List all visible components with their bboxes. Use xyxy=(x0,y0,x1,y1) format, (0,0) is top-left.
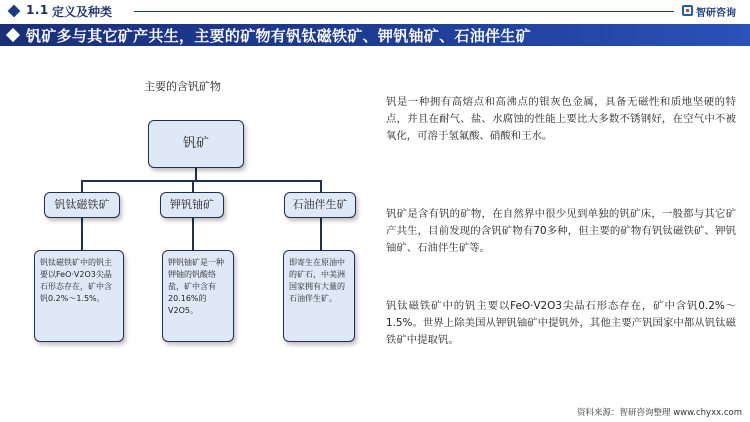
connector-horizontal xyxy=(81,180,321,182)
connector-child-1 xyxy=(81,180,83,192)
logo-icon xyxy=(682,5,693,16)
source-note: 资料来源：智研咨询整理 www.chyxx.com xyxy=(577,408,742,418)
connector-child-3 xyxy=(320,180,322,192)
connector-desc-2 xyxy=(192,218,194,250)
child-node-petroleum-ore xyxy=(284,192,356,218)
description-box: 即寄生在原油中的矿石，中美洲国家拥有大量的石油伴生矿。 xyxy=(283,250,355,342)
logo-text: 智研咨询 xyxy=(696,8,736,19)
connector-desc-1 xyxy=(81,218,83,250)
paragraph: 钒矿是含有钒的矿物，在自然界中很少见到单独的钒矿床，一般都与其它矿产共生，目前发现的含钒矿物有70多种，但主要的矿物有钒钛磁铁矿、钾钒铀矿、石油伴生矿等。 xyxy=(386,208,736,254)
root-node xyxy=(148,120,244,168)
child-node-vanadium-titanomagnetite xyxy=(44,192,120,218)
section-marker-icon xyxy=(8,5,21,18)
diamond-icon xyxy=(6,28,20,42)
description-box: 钾钒铀矿是一种钾铀的钒酸络盐，矿中含有20.16%的V2O5。 xyxy=(162,250,234,342)
connector-child-2 xyxy=(192,180,194,192)
paragraph: 钒是一种拥有高熔点和高沸点的银灰色金属，具备无磁性和质地坚硬的特点，并且在耐气、盐、水腐蚀的性能上要比大多数不锈钢好，在空气中不被氧化，可溶于氢氟酸、硝酸和王水。 xyxy=(386,96,736,142)
title-banner xyxy=(0,24,750,46)
section-header xyxy=(0,0,750,22)
child-node-label: 钾钒铀矿 xyxy=(170,198,214,211)
paragraph: 钒钛磁铁矿中的钒主要以FeO·V2O3尖晶石形态存在，矿中含钒0.2%～1.5%。世界上除美国从钾钒铀矿中提钒外，其他主要产钒国家中都从钒钛磁铁矿中提取钒。 xyxy=(386,300,736,346)
child-node-label: 钒钛磁铁矿 xyxy=(54,198,110,211)
connector-root-down xyxy=(195,168,197,180)
page-title: 钒矿多与其它矿产共生，主要的矿物有钒钛磁铁矿、钾钒铀矿、石油伴生矿 xyxy=(26,27,531,45)
description-box: 钒钛磁铁矿中的钒主要以FeO·V2O3尖晶石形态存在，矿中含钒0.2%～1.5%。 xyxy=(34,250,124,342)
brand-logo xyxy=(682,4,746,18)
child-node-carnotite xyxy=(160,192,224,218)
diagram-title: 主要的含钒矿物 xyxy=(144,80,221,93)
root-node-label: 钒矿 xyxy=(182,136,209,151)
connector-desc-3 xyxy=(320,218,322,250)
section-title: 定义及种类 xyxy=(52,5,113,19)
section-number: 1.1 xyxy=(26,3,49,17)
child-node-label: 石油伴生矿 xyxy=(292,198,348,211)
section-divider xyxy=(134,11,674,12)
